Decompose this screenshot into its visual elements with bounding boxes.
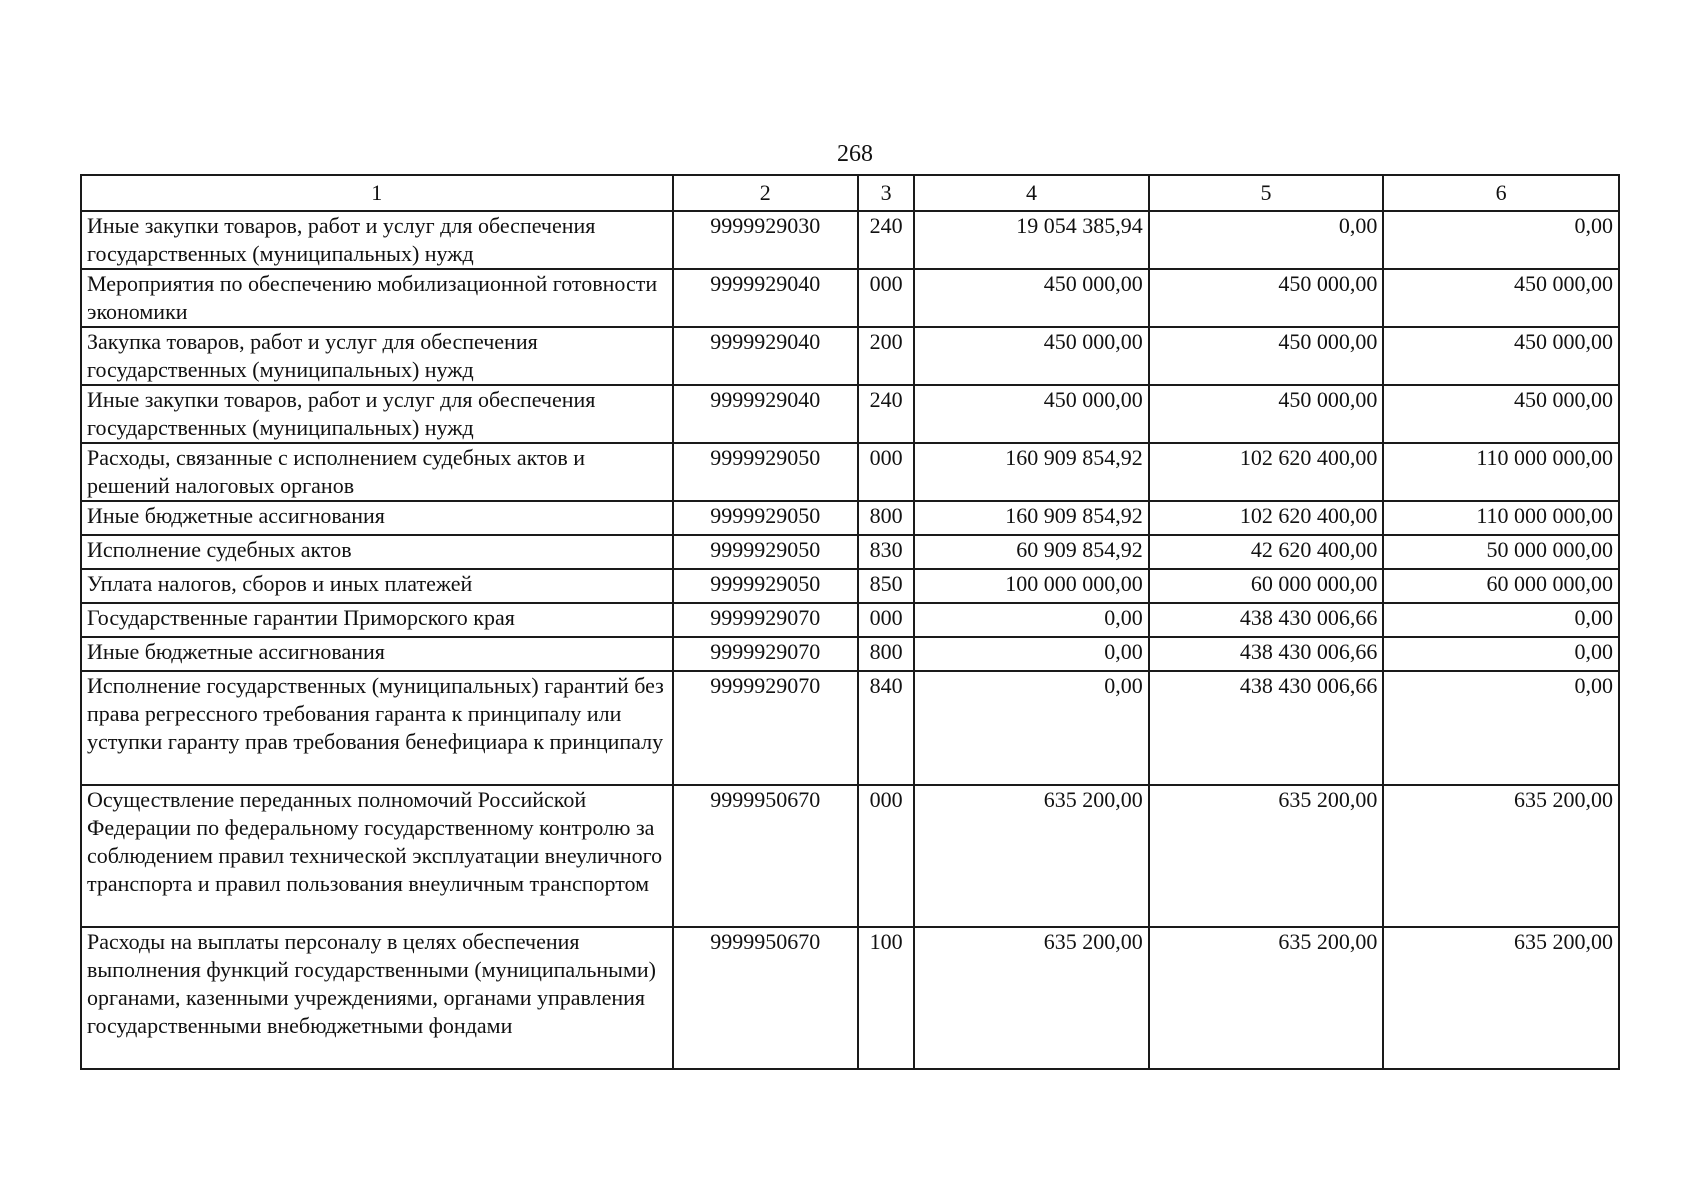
row-value-5: 0,00 [1149,211,1384,269]
row-value-6: 0,00 [1383,671,1619,785]
row-name: Расходы на выплаты персоналу в целях обеспечения выполнения функций государственными (муниципальными) органами, казенными учреждениями, органами управления государственными внебюджетными фондами [81,927,673,1069]
row-name: Исполнение государственных (муниципальных) гарантий без права регрессного требования гаранта к принципалу или уступки гаранту прав требования бенефициара к принципалу [81,671,673,785]
row-code: 9999929030 [673,211,858,269]
budget-table [80,174,1620,1070]
header-col-1: 1 [81,175,673,211]
row-value-6: 0,00 [1383,211,1619,269]
row-name: Мероприятия по обеспечению мобилизационной готовности экономики [81,269,673,327]
table-row [81,785,1619,927]
row-value-4: 0,00 [914,603,1149,637]
row-value-5: 438 430 006,66 [1149,637,1384,671]
row-value-6: 50 000 000,00 [1383,535,1619,569]
row-value-4: 160 909 854,92 [914,501,1149,535]
row-name: Закупка товаров, работ и услуг для обеспечения государственных (муниципальных) нужд [81,327,673,385]
row-name: Осуществление переданных полномочий Российской Федерации по федеральному государственному контролю за соблюдением правил технической эксплуатации внеуличного транспорта и правил пользования внеуличным транспортом [81,785,673,927]
row-value-6: 450 000,00 [1383,269,1619,327]
row-name: Государственные гарантии Приморского края [81,603,673,637]
row-value-5: 438 430 006,66 [1149,603,1384,637]
row-code: 9999950670 [673,927,858,1069]
row-code: 9999950670 [673,785,858,927]
row-value-6: 635 200,00 [1383,927,1619,1069]
row-value-5: 450 000,00 [1149,269,1384,327]
row-name: Иные бюджетные ассигнования [81,501,673,535]
table-row [81,501,1619,535]
row-value-5: 60 000 000,00 [1149,569,1384,603]
row-kind: 100 [858,927,914,1069]
page-number: 268 [837,141,873,167]
row-value-5: 438 430 006,66 [1149,671,1384,785]
row-kind: 000 [858,603,914,637]
table-row [81,569,1619,603]
row-value-4: 635 200,00 [914,785,1149,927]
row-value-4: 635 200,00 [914,927,1149,1069]
row-value-4: 450 000,00 [914,269,1149,327]
row-code: 9999929040 [673,327,858,385]
row-name: Расходы, связанные с исполнением судебных актов и решений налоговых органов [81,443,673,501]
table-row [81,443,1619,501]
row-name: Иные бюджетные ассигнования [81,637,673,671]
row-kind: 000 [858,269,914,327]
row-value-6: 110 000 000,00 [1383,443,1619,501]
table-row [81,535,1619,569]
table-row [81,603,1619,637]
row-name: Исполнение судебных актов [81,535,673,569]
row-value-4: 100 000 000,00 [914,569,1149,603]
header-col-3: 3 [858,175,914,211]
row-value-5: 102 620 400,00 [1149,443,1384,501]
table-row [81,927,1619,1069]
row-value-6: 450 000,00 [1383,327,1619,385]
row-kind: 000 [858,785,914,927]
row-kind: 850 [858,569,914,603]
row-value-5: 635 200,00 [1149,785,1384,927]
row-code: 9999929050 [673,535,858,569]
row-value-4: 0,00 [914,671,1149,785]
row-kind: 800 [858,501,914,535]
row-code: 9999929040 [673,385,858,443]
row-value-4: 60 909 854,92 [914,535,1149,569]
row-code: 9999929050 [673,443,858,501]
table-row [81,671,1619,785]
row-value-6: 110 000 000,00 [1383,501,1619,535]
row-kind: 000 [858,443,914,501]
row-value-5: 42 620 400,00 [1149,535,1384,569]
row-value-4: 0,00 [914,637,1149,671]
header-col-2: 2 [673,175,858,211]
row-value-5: 635 200,00 [1149,927,1384,1069]
header-col-4: 4 [914,175,1149,211]
row-value-6: 0,00 [1383,637,1619,671]
row-value-4: 160 909 854,92 [914,443,1149,501]
row-kind: 840 [858,671,914,785]
row-kind: 830 [858,535,914,569]
table-row [81,385,1619,443]
row-name: Иные закупки товаров, работ и услуг для обеспечения государственных (муниципальных) нужд [81,385,673,443]
row-value-5: 450 000,00 [1149,327,1384,385]
header-col-5: 5 [1149,175,1384,211]
row-value-6: 450 000,00 [1383,385,1619,443]
row-code: 9999929070 [673,671,858,785]
row-value-6: 0,00 [1383,603,1619,637]
row-value-5: 102 620 400,00 [1149,501,1384,535]
row-value-5: 450 000,00 [1149,385,1384,443]
table-row [81,211,1619,269]
row-code: 9999929050 [673,569,858,603]
row-value-6: 60 000 000,00 [1383,569,1619,603]
table-row [81,269,1619,327]
row-value-4: 450 000,00 [914,385,1149,443]
row-kind: 800 [858,637,914,671]
header-row [81,175,1619,211]
row-code: 9999929040 [673,269,858,327]
table-row [81,327,1619,385]
row-code: 9999929070 [673,637,858,671]
row-name: Иные закупки товаров, работ и услуг для обеспечения государственных (муниципальных) нужд [81,211,673,269]
header-col-6: 6 [1383,175,1619,211]
row-value-6: 635 200,00 [1383,785,1619,927]
row-value-4: 19 054 385,94 [914,211,1149,269]
row-name: Уплата налогов, сборов и иных платежей [81,569,673,603]
table-row [81,637,1619,671]
row-kind: 200 [858,327,914,385]
row-code: 9999929050 [673,501,858,535]
row-kind: 240 [858,211,914,269]
row-value-4: 450 000,00 [914,327,1149,385]
row-kind: 240 [858,385,914,443]
row-code: 9999929070 [673,603,858,637]
